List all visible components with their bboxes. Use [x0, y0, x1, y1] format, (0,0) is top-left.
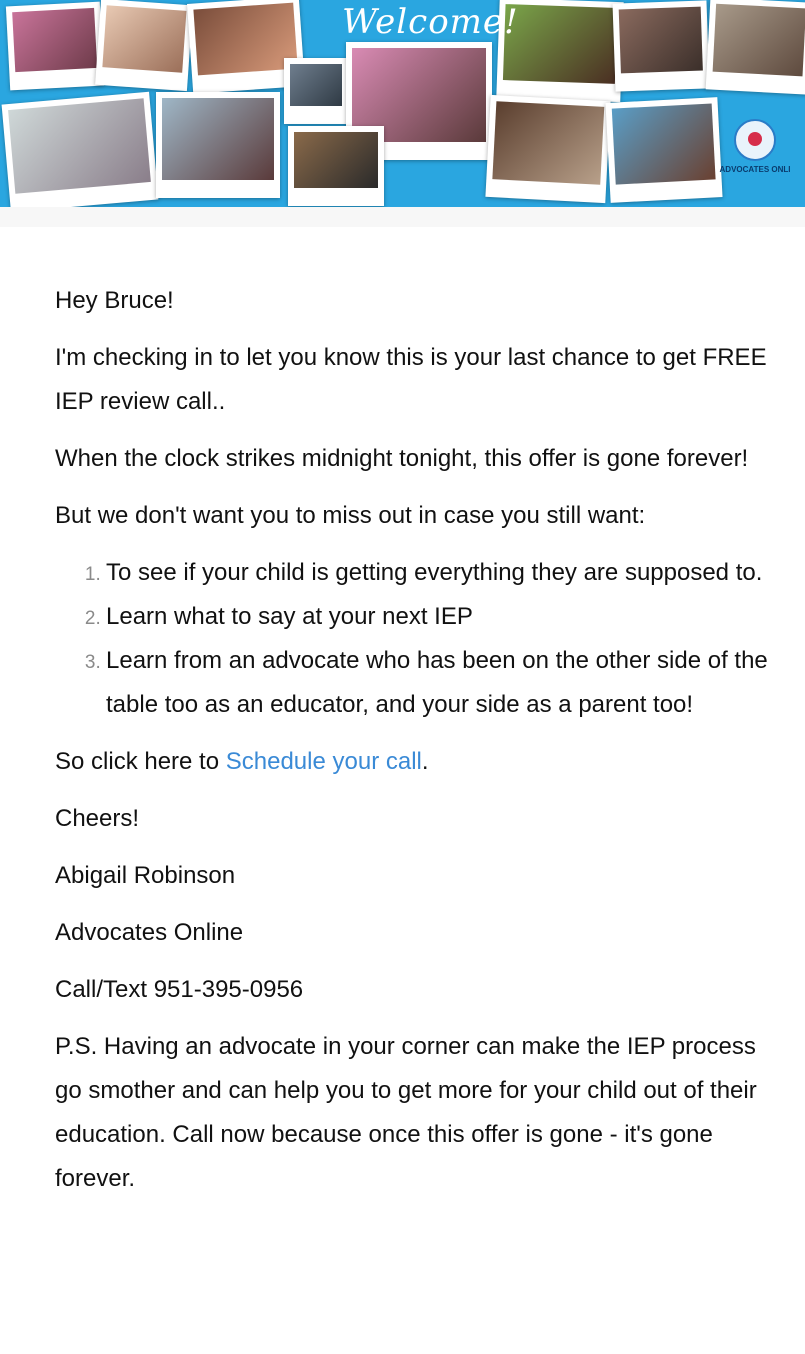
banner-photo: [156, 92, 280, 198]
list-item: 1. To see if your child is getting everything they are supposed to.: [106, 551, 775, 595]
banner-photo: [284, 58, 348, 124]
logo-icon: [734, 119, 776, 161]
banner-photo: [288, 126, 384, 206]
schedule-call-link[interactable]: Schedule your call: [225, 748, 422, 775]
intro-paragraph: I'm checking in to let you know this is your last chance to get FREE IEP review call..: [55, 344, 767, 415]
cta-suffix: .: [421, 748, 429, 775]
list-item: 2. Learn what to say at your next IEP: [106, 595, 775, 639]
logo-text: ADVOCATES ONLI: [719, 165, 791, 174]
benefits-list: [55, 551, 775, 727]
list-item: 3. Learn from an advocate who has been on the other side of the table too as an educator, and your side as a parent too!: [106, 639, 775, 727]
banner-photo: [2, 92, 159, 207]
banner-photo: [612, 0, 709, 91]
banner-photo: [95, 0, 193, 91]
sender-phone: Call/Text 951-395-0956: [55, 976, 304, 1003]
sender-name: Abigail Robinson: [55, 862, 236, 889]
urgency-paragraph: When the clock strikes midnight tonight, this offer is gone forever!: [55, 445, 749, 472]
list-intro: But we don't want you to miss out in case you still want:: [55, 502, 646, 529]
postscript: P.S. Having an advocate in your corner can make the IEP process go smother and can help you to get more for your child out of their education. Call now because once this offer is gone - it's gone forever.: [55, 1033, 757, 1192]
advocates-online-logo: [705, 119, 805, 179]
banner-photo: [706, 0, 805, 95]
banner-photo: [6, 2, 104, 91]
greeting: Hey Bruce!: [55, 287, 174, 314]
email-body: [0, 227, 805, 1354]
sender-org: Advocates Online: [55, 919, 244, 946]
welcome-banner: [0, 0, 805, 207]
signoff: Cheers!: [55, 805, 140, 832]
cta-paragraph: [55, 740, 775, 784]
cta-prefix: So click here to: [55, 748, 226, 775]
banner-photo: [485, 95, 610, 203]
welcome-heading: Welcome!: [342, 2, 519, 42]
